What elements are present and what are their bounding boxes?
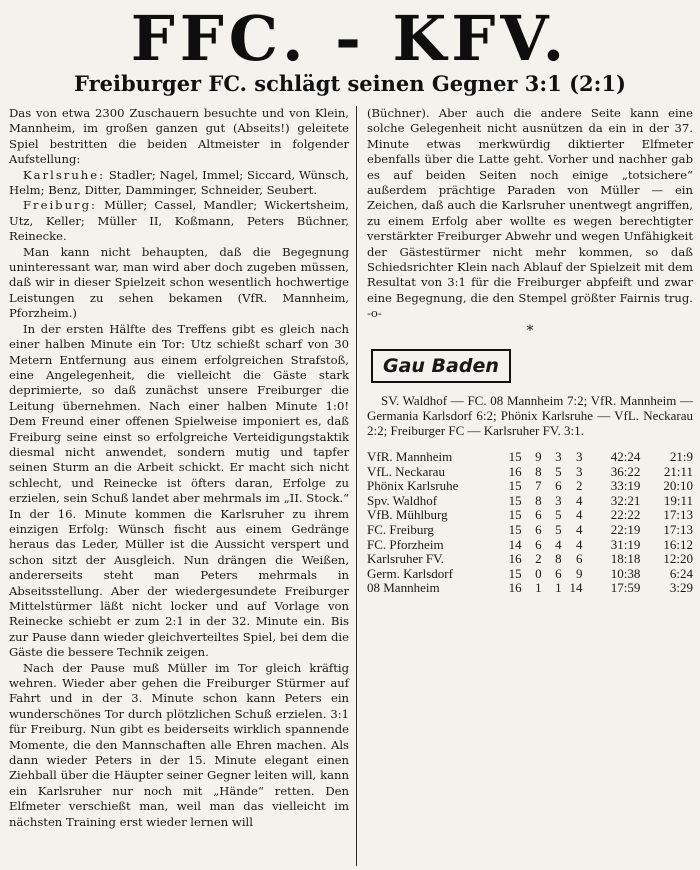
lineup-karlsruhe [9,168,349,199]
goal-ratio: 22:22 [610,507,641,523]
team-name: VfB. Mühlburg [367,507,448,523]
games-played: 15 [508,507,522,523]
games-won: 8 [535,463,542,479]
goal-ratio: 17:59 [610,580,641,596]
points-ratio: 21:11 [663,463,693,479]
goal-ratio: 10:38 [610,565,641,581]
games-played: 16 [508,463,522,479]
team-name: Karlsruher FV. [367,551,445,567]
lineup-freiburg [9,198,349,244]
games-lost: 2 [575,478,583,494]
points-ratio: 17:13 [663,522,693,538]
games-played: 15 [508,449,522,465]
table-row [367,465,693,480]
results-text: SV. Waldhof — FC. 08 Mannheim 7:2; VfR. Mannheim — Germania Karlsdorf 6:2; Phönix Karlsruhe — VfL. Neckarau 2:2; Freiburger FC — Karlsruher FV. 3:1. [367,393,693,439]
games-lost: 4 [575,522,583,538]
games-won: 6 [535,507,542,523]
points-ratio: 17:13 [663,507,693,523]
games-drawn: 3 [555,492,562,508]
article-right-column [367,106,693,596]
headline: FFC. - KFV. [130,2,570,75]
points-ratio: 20:10 [663,478,693,494]
table-row [367,450,693,465]
games-won: 9 [535,449,542,465]
team-name: Spv. Waldhof [367,492,438,508]
team-name: 08 Mannheim [367,580,440,596]
section-title-box [371,349,511,383]
games-drawn: 3 [555,449,562,465]
body-paragraph: In der ersten Hälfte des Treffens gibt es gleich nach einer halben Minute ein Tor: Utz schießt scharf von 30 Metern Entfernung aus einem erfolgreichen Strafstoß, eine Angelegenheit, die vielleicht die Gäste stark deprimierte, so daß zunächst unsere Freiburger die Leitung übernehmen. Nach einer halben Minute 1:0! Dem Freund einer offenen Spielweise imponiert es, daß Freiburg seine einst so erfolgreiche Verteidigungstaktik diesmal nicht anwendet, sondern mutig und tapfer seinen Sturm an die Arbeit schickt. Er macht sich nicht schlecht, und Reinecke ist öfters daran, Erfolge zu erzielen, sein Schuß landet aber mehrmals im „II. Stock.“ In der 16. Minute kommen die Karlsruher zu ihrem einzigen Erfolg: Wünsch fischt aus einem Gedränge heraus das Leder, Müller ist die Aussicht verspert und schon sitzt der Ausgleich. Nun drängen die Weißen, andererseits steht man Peters mehrmals in Abseitsstellung. Aber der wiedergesundete Freiburger Mittelstürmer läßt nicht locker und auf Vorlage von Reinecke schiebt er zum 2:1 in der 32. Minute ein. Bis zur Pause dann wieder gleichverteiltes Spiel, bei dem die Gäste die bessere Technik zeigen. [9,321,349,660]
lineup-freiburg-players: Müller; Cassel, Mandler; Wickertsheim, Utz, Keller; Müller II, Koßmann, Peters Büchner, Reinecke. [9,198,349,244]
games-lost: 3 [575,463,583,479]
table-row [367,567,693,582]
games-lost: 4 [575,492,583,508]
games-drawn: 6 [555,565,562,581]
games-drawn: 4 [555,536,562,552]
points-ratio: 12:20 [663,551,693,567]
lineup-karlsruhe-players: Stadler; Nagel, Immel; Siccard, Wünsch, Helm; Benz, Ditter, Damminger, Schneider, Seubert. [9,167,349,198]
lineup-freiburg-label: Freiburg: [23,198,97,213]
team-name: Germ. Karlsdorf [367,565,453,581]
games-played: 15 [508,478,522,494]
table-row [367,552,693,567]
games-won: 1 [535,580,542,596]
points-ratio: 16:12 [663,536,693,552]
games-drawn: 5 [555,507,562,523]
table-row [367,581,693,596]
games-won: 6 [535,536,542,552]
games-played: 15 [508,492,522,508]
games-won: 0 [535,565,542,581]
article-left-column [9,106,349,830]
intro-paragraph: Das von etwa 2300 Zuschauern besuchte und von Klein, Mannheim, im großen ganzen gut (Abseits!) geleitete Spiel bestritten die beiden Altmeister in folgender Aufstellung: [9,106,349,167]
team-name: VfL. Neckarau [367,463,445,479]
match-results [367,393,693,438]
standings-table [367,450,693,596]
table-row [367,479,693,494]
games-won: 7 [535,478,542,494]
author-signature: -o- [367,306,382,321]
team-name: Phönix Karlsruhe [367,478,459,494]
games-played: 16 [508,551,522,567]
subheadline: Freiburger FC. schlägt seinen Gegner 3:1 (2:1) [74,71,626,96]
points-ratio: 19:11 [663,492,693,508]
games-won: 2 [535,551,542,567]
games-won: 6 [535,522,542,538]
body-paragraph [367,106,693,322]
goal-ratio: 22:19 [610,522,641,538]
body-text: (Büchner). Aber auch die andere Seite kann eine solche Gelegenheit nicht ausnützen da ein in der 37. Minute etwas merkwürdig diktierter Elfmeter ebenfalls über die Latte geht. Vorher und nachher gab es auf beiden Seiten noch einige „totsichere“ außerdem prächtige Paraden von Müller — ein Zeichen, daß auch die Karlsruher unentwegt angriffen, zu einem Erfolg aber wollte es wegen berechtigter verstärkter Freiburger Abwehr und wegen Unfähigkeit der Gästestürmer nicht mehr kommen, so daß Schiedsrichter Klein nach Ablauf der Spielzeit mit dem Resultat von 3:1 für die Freiburger abpfeift und zwar eine Begegnung, die den Stempel größter Fairnis trug. [367,106,693,305]
games-lost: 14 [569,580,583,596]
games-lost: 4 [575,507,583,523]
table-row [367,508,693,523]
games-drawn: 5 [555,522,562,538]
goal-ratio: 18:18 [610,551,641,567]
team-name: FC. Pforzheim [367,536,444,552]
body-paragraph: Nach der Pause muß Müller im Tor gleich kräftig wehren. Wieder aber gehen die Freiburger Stürmer auf Fahrt und in der 3. Minute schon kann Peters ein wunderschönes Tor durch plötzlichen Schuß erzielen. 3:1 für Freiburg. Nun gibt es beiderseits wirklich spannende Momente, die den Mannschaften alle Ehren machen. Als dann wieder Peters in der 15. Minute elegant einen Ziehball über die Häupter seiner Gegner leiten will, kann ein Karlsruher nur noch mit „Hände“ retten. Den Elfmeter verschießt man, weil man das vielleicht im nächsten Training erst wieder lernen will [9,660,349,829]
games-lost: 3 [575,449,583,465]
section-title: Gau Baden [383,355,499,378]
goal-ratio: 32:21 [610,492,641,508]
games-lost: 4 [575,536,583,552]
games-played: 15 [508,565,522,581]
games-drawn: 8 [555,551,562,567]
games-lost: 9 [575,565,583,581]
goal-ratio: 31:19 [610,536,641,552]
lineup-karlsruhe-label: Karlsruhe: [23,167,106,182]
table-row [367,494,693,509]
games-played: 14 [508,536,522,552]
games-lost: 6 [575,551,583,567]
column-divider [356,106,357,866]
team-name: FC. Freiburg [367,522,434,538]
points-ratio: 6:24 [669,565,693,581]
points-ratio: 21:9 [669,449,693,465]
table-row [367,538,693,553]
goal-ratio: 36:22 [610,463,641,479]
body-paragraph: Man kann nicht behaupten, daß die Begegnung uninteressant war, man wird aber doch zugeben müssen, daß wir in dieser Spielzeit schon wesentlich hochwertige Leistungen zu sehen bekamen (VfR. Mannheim, Pforzheim.) [9,244,349,321]
goal-ratio: 33:19 [610,478,641,494]
table-row [367,523,693,538]
standings-body [367,450,693,596]
games-drawn: 6 [555,478,562,494]
games-played: 15 [508,522,522,538]
team-name: VfR. Mannheim [367,449,453,465]
games-played: 16 [508,580,522,596]
section-star: * [526,322,534,339]
games-drawn: 5 [555,463,562,479]
games-won: 8 [535,492,542,508]
games-drawn: 1 [555,580,562,596]
goal-ratio: 42:24 [610,449,641,465]
points-ratio: 3:29 [669,580,693,596]
